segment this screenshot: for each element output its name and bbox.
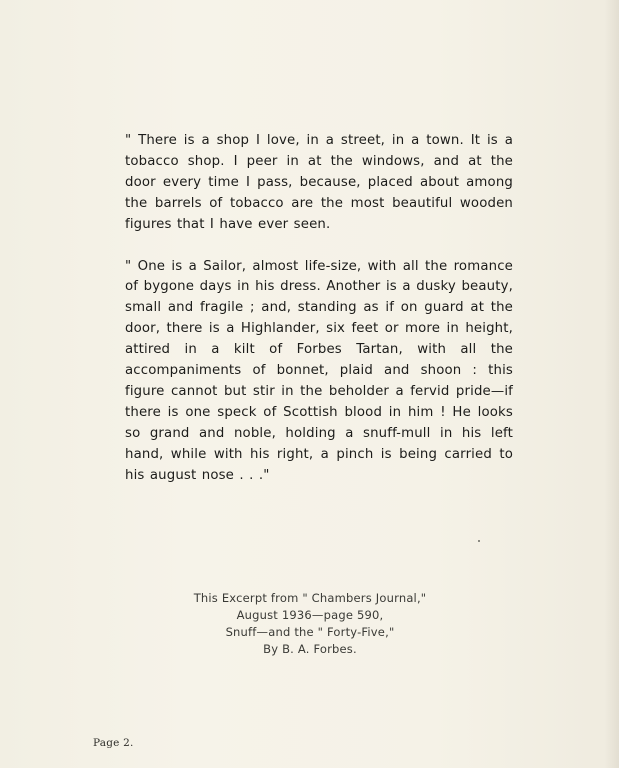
citation-article: Snuff—and the " Forty-Five," [225,625,395,639]
page-number: Page 2. [93,737,134,749]
quote-paragraph-2: " One is a Sailor, almost life-size, with all the romance of bygone days in his dress. Another is a dusky beauty, small and fragile ; and, standing as if on guard at the door, there is a Highlander, six feet or more in height, attired in a kilt of Forbes Tartan, with all the accompaniments of bonnet, plaid and shoon : this figure cannot but stir in the beholder a fervid pride—if there is one speck of Scottish blood in him ! He looks so grand and noble, holding a snuff-mull in his left hand, while with his right, a pinch is being carried to his august nose . . ." [125,258,513,483]
citation-date: August 1936—page 590, [236,608,384,622]
quote-paragraph-1: " There is a shop I love, in a street, in a town. It is a tobacco shop. I peer in at the windows, and at the door every time I pass, because, placed about among the barrels of tobacco are the most beautiful wooden figures that I have ever seen. [125,133,513,232]
scan-speck [478,540,480,542]
citation-author: By B. A. Forbes. [263,642,357,656]
citation-source: This Excerpt from " Chambers Journal," [193,591,427,605]
citation-block [150,590,470,658]
quote-body [125,131,513,487]
